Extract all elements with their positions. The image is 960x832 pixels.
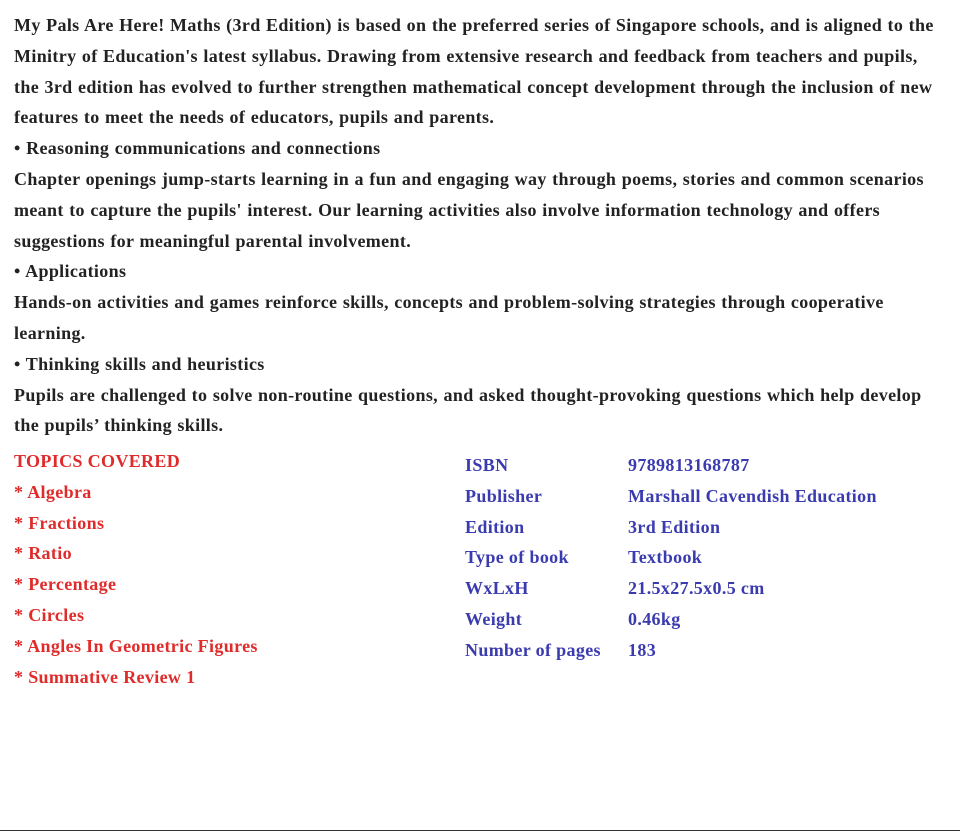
- spec-value: 9789813168787: [628, 455, 750, 475]
- spec-row-pages: [465, 635, 877, 666]
- topics-heading: TOPICS COVERED: [14, 451, 181, 471]
- feature-body-thinking: Pupils are challenged to solve non-routine questions, and asked thought-provoking questions which help develop the pupils’ thinking skills.: [14, 384, 922, 436]
- spec-label: Edition: [465, 516, 525, 537]
- spec-value: 183: [628, 639, 657, 660]
- topics-covered: [14, 446, 434, 692]
- spec-value: 0.46kg: [628, 608, 681, 629]
- topic-item: * Circles: [14, 604, 85, 625]
- spec-value: Marshall Cavendish Education: [628, 485, 877, 506]
- spec-label: Weight: [465, 608, 523, 629]
- topic-item: * Ratio: [14, 543, 72, 564]
- topic-item: * Summative Review 1: [14, 666, 196, 687]
- spec-row-isbn: [465, 450, 877, 481]
- feature-heading-reasoning: • Reasoning communications and connections: [14, 138, 381, 159]
- spec-value: 3rd Edition: [628, 516, 721, 537]
- spec-label: WxLxH: [465, 578, 529, 599]
- spec-label: Type of book: [465, 547, 569, 568]
- spec-value: Textbook: [628, 547, 703, 568]
- topic-item: * Angles In Geometric Figures: [14, 635, 258, 656]
- spec-label: ISBN: [465, 455, 509, 475]
- spec-label: Number of pages: [465, 639, 601, 660]
- spec-value: 21.5x27.5x0.5 cm: [628, 578, 765, 599]
- feature-body-reasoning: Chapter openings jump-starts learning in a fun and engaging way through poems, stories and common scenarios meant to capture the pupils' interest. Our learning activities also involve information technology and offers suggestions for meaningful parental involvement.: [14, 168, 924, 251]
- topic-item: * Percentage: [14, 574, 117, 595]
- product-description: [14, 10, 944, 441]
- spec-row-dimensions: [465, 573, 877, 604]
- spec-row-edition: [465, 512, 877, 543]
- bottom-divider: [0, 830, 960, 831]
- feature-heading-thinking: • Thinking skills and heuristics: [14, 353, 265, 374]
- description-intro: My Pals Are Here! Maths (3rd Edition) is based on the preferred series of Singapore schools, and is aligned to the Minitry of Education's latest syllabus. Drawing from extensive research and feedback from teachers and pupils, the 3rd edition has evolved to further strengthen mathematical concept development through the inclusion of new features to meet the needs of educators, pupils and parents.: [14, 15, 934, 128]
- topic-item: * Fractions: [14, 512, 105, 533]
- spec-row-weight: [465, 604, 877, 635]
- feature-body-applications: Hands-on activities and games reinforce skills, concepts and problem-solving strategies through cooperative learning.: [14, 292, 884, 343]
- spec-row-type: [465, 542, 877, 573]
- spec-label: Publisher: [465, 485, 543, 506]
- product-specs-table: [465, 450, 877, 666]
- feature-heading-applications: • Applications: [14, 261, 127, 282]
- spec-row-publisher: [465, 481, 877, 512]
- topic-item: * Algebra: [14, 481, 92, 502]
